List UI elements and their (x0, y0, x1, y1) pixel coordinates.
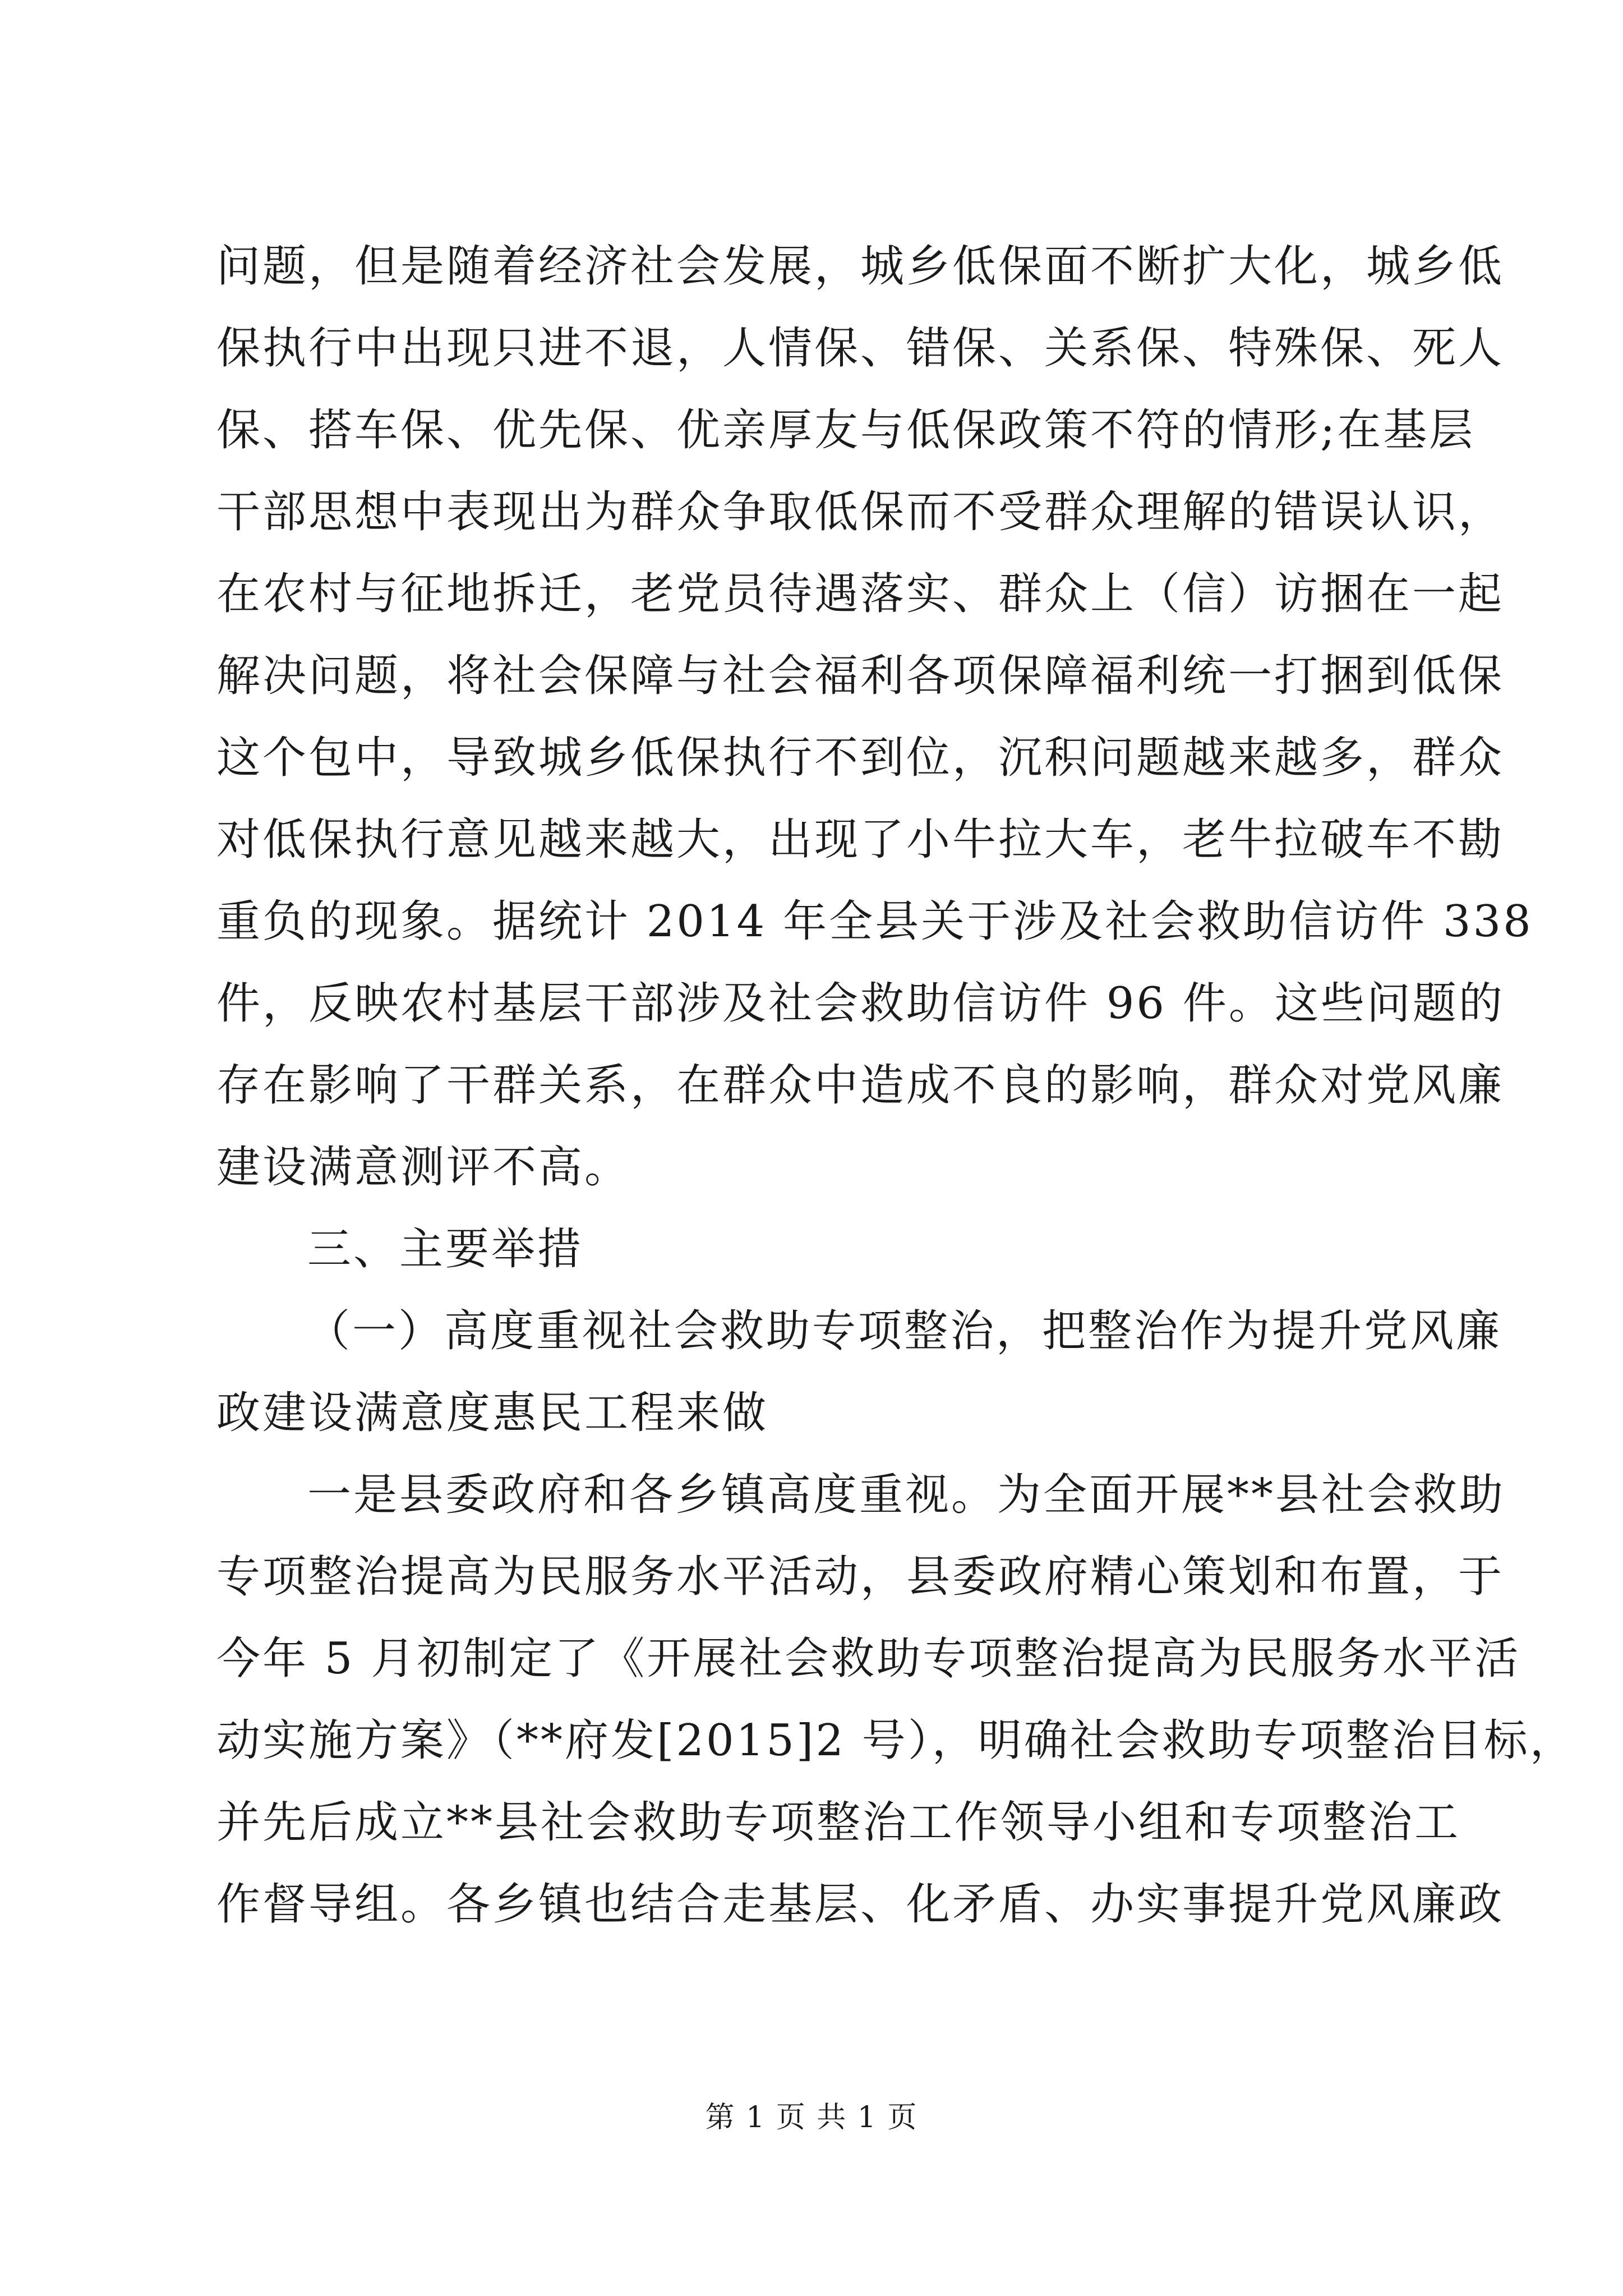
section-heading: 三、主要举措 (307, 1224, 584, 1274)
paragraph-line: 保、搭车保、优先保、优亲厚友与低保政策不符的情形;在基层 (216, 405, 1476, 455)
paragraph-line: 件，反映农村基层干部涉及社会救助信访件 96 件。这些问题的 (216, 978, 1505, 1029)
paragraph-line: 在农村与征地拆迁，老党员待遇落实、群众上（信）访捆在一起 (216, 569, 1505, 619)
paragraph-line: 问题，但是随着经济社会发展，城乡低保面不断扩大化，城乡低 (216, 241, 1505, 292)
paragraph-line: 保执行中出现只进不退，人情保、错保、关系保、特殊保、死人 (216, 323, 1505, 374)
page-number-footer: 第 1 页 共 1 页 (705, 2101, 918, 2134)
paragraph-line: 今年 5 月初制定了《开展社会救助专项整治提高为民服务水平活 (216, 1634, 1521, 1684)
paragraph-line: 专项整治提高为民服务水平活动，县委政府精心策划和布置，于 (216, 1552, 1505, 1602)
subsection-heading: （一）高度重视社会救助专项整治，把整治作为提升党风廉 (306, 1306, 1502, 1356)
paragraph-line: 作督导组。各乡镇也结合走基层、化矛盾、办实事提升党风廉政 (216, 1879, 1505, 1930)
paragraph-line: 重负的现象。据统计 2014 年全县关于涉及社会救助信访件 338 (216, 896, 1533, 947)
paragraph-line: 并先后成立**县社会救助专项整治工作领导小组和专项整治工 (216, 1797, 1461, 1848)
paragraph-line: 解决问题，将社会保障与社会福利各项保障福利统一打捆到低保 (216, 651, 1505, 701)
paragraph-line: 一是县委政府和各乡镇高度重视。为全面开展**县社会救助 (307, 1470, 1506, 1520)
subsection-heading-continued: 政建设满意度惠民工程来做 (216, 1388, 769, 1438)
paragraph-line: 建设满意测评不高。 (216, 1142, 631, 1193)
paragraph-line: 存在影响了干群关系，在群众中造成不良的影响，群众对党风廉 (216, 1060, 1505, 1111)
paragraph-line: 对低保执行意见越来越大，出现了小牛拉大车，老牛拉破车不勘 (216, 815, 1505, 865)
paragraph-line: 干部思想中表现出为群众争取低保而不受群众理解的错误认识， (216, 487, 1505, 537)
paragraph-line: 动实施方案》（**府发[2015]2 号），明确社会救助专项整治目标， (216, 1715, 1576, 1766)
paragraph-line: 这个包中，导致城乡低保执行不到位，沉积问题越来越多，群众 (216, 733, 1505, 783)
